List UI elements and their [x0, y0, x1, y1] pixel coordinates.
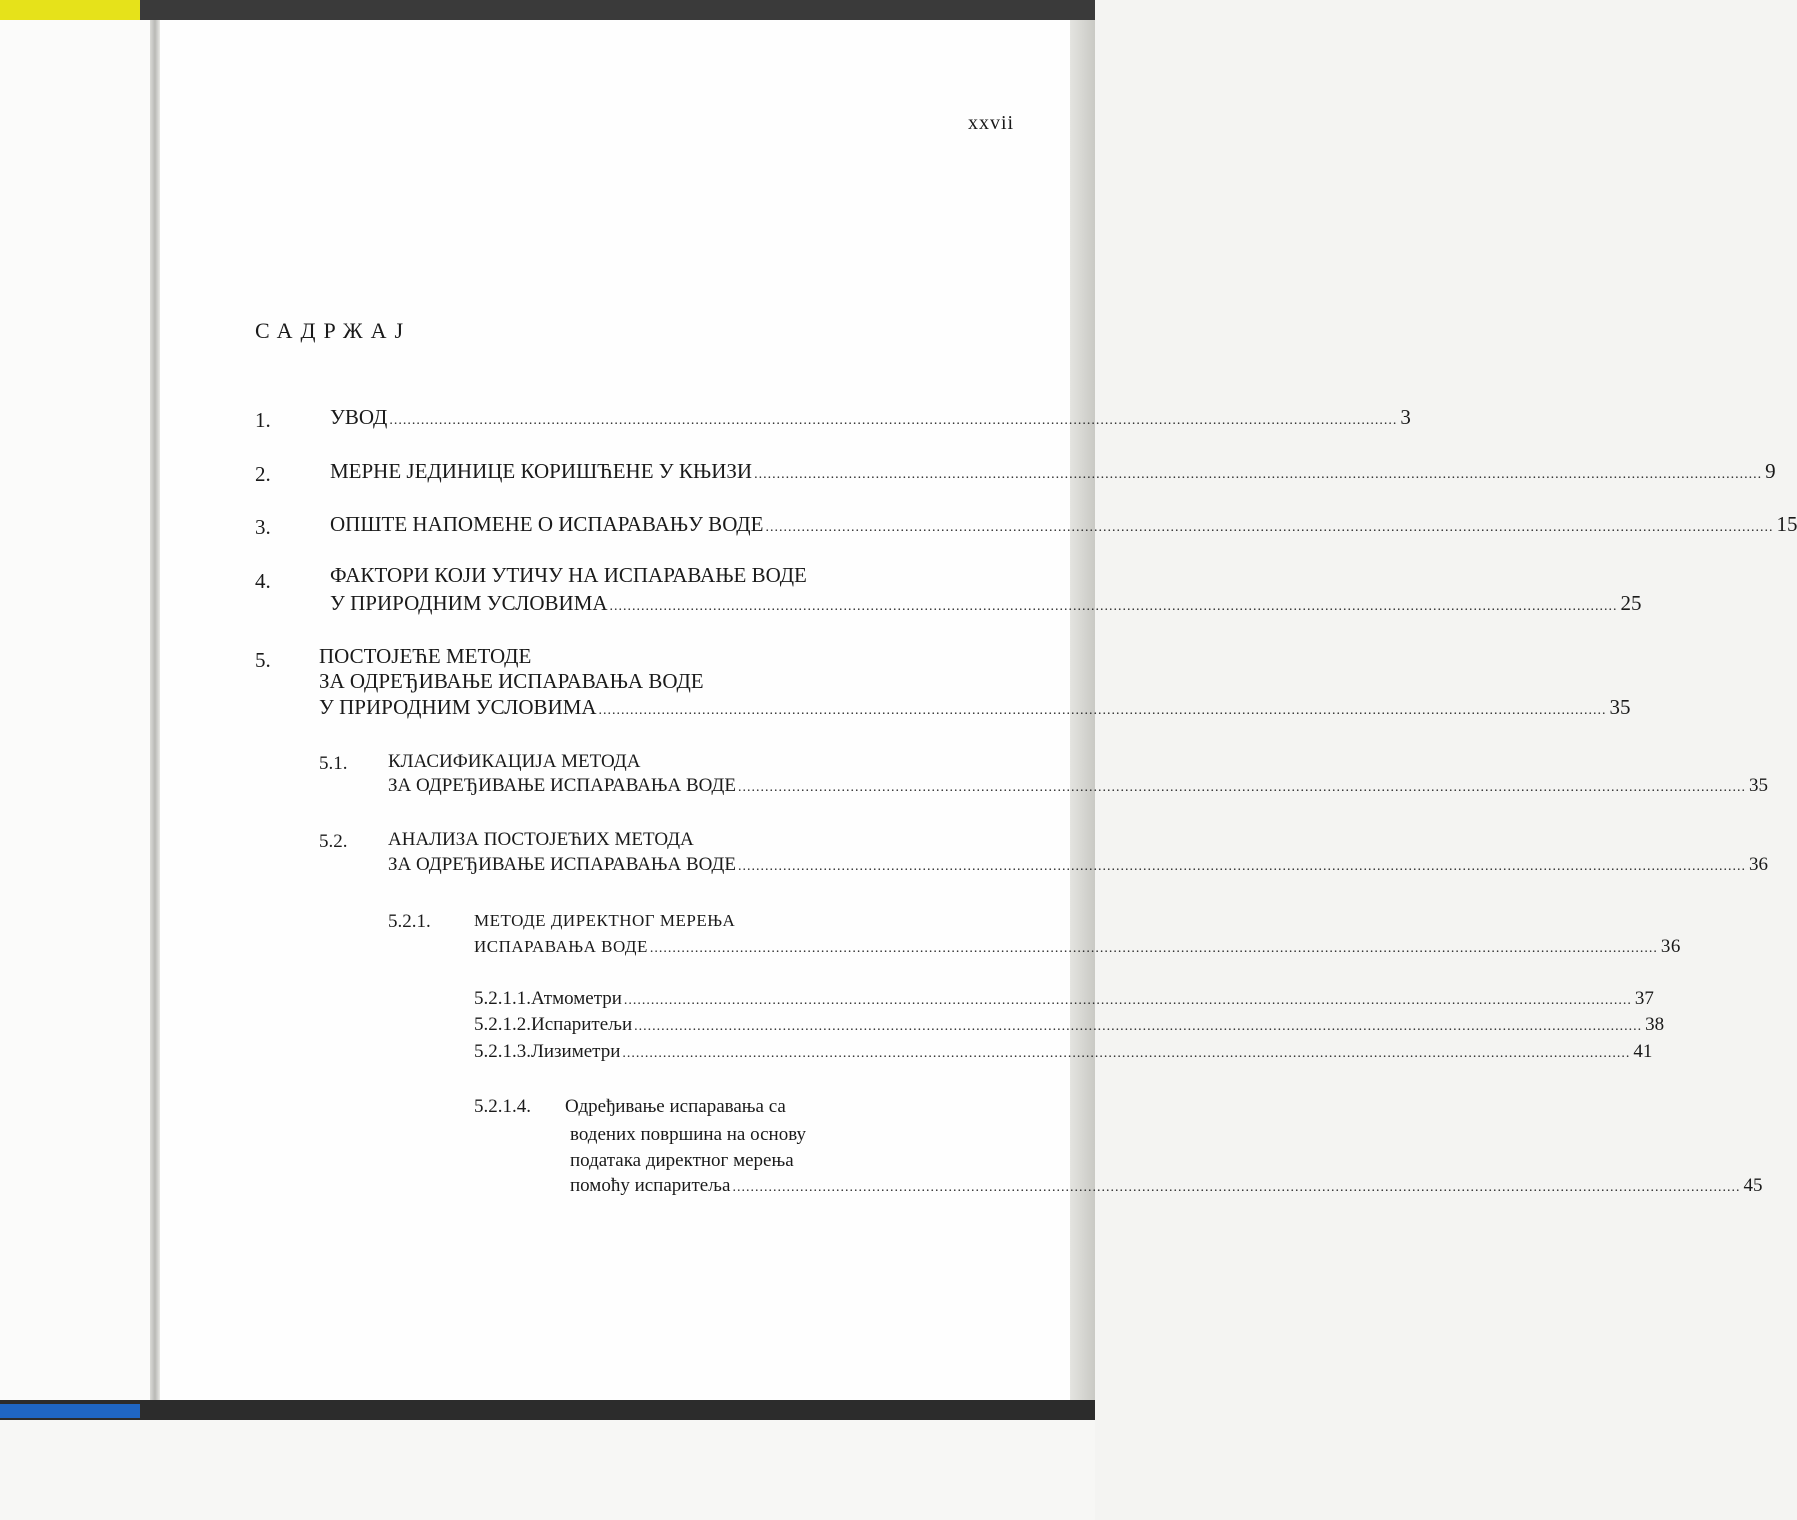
toc-page: 35: [1609, 695, 1631, 719]
toc-entry: [330, 511, 1797, 541]
toc-entry: [474, 1039, 1653, 1067]
toc-title: Одређивање испаравања са: [565, 1096, 786, 1117]
toc-number: 4.: [255, 569, 271, 593]
toc-page: 15: [1776, 512, 1797, 536]
page-title: САДРЖАЈ: [255, 318, 412, 343]
toc-page: 35: [1748, 775, 1768, 796]
toc-number: 5.2.: [319, 831, 348, 852]
toc-number: 3.: [255, 515, 271, 539]
toc-page: 36: [1660, 936, 1681, 957]
scan-bottom-border: [0, 1400, 1095, 1420]
toc-page: 37: [1634, 988, 1654, 1009]
page-number: xxvii: [968, 112, 1015, 134]
toc-leader: ................................................................................................................................................................................................................................: [765, 520, 1774, 535]
toc-number: 5.2.1.4.: [474, 1096, 531, 1117]
toc-number: 1.: [255, 408, 271, 432]
toc-leader: ................................................................................................................................................................................................................................: [732, 1180, 1741, 1195]
toc-entry: [388, 852, 1768, 880]
toc-number: 5.2.1.2.: [474, 1014, 531, 1035]
scan-top-border: [0, 0, 1095, 20]
toc-leader: ................................................................................................................................................................................................................................: [737, 859, 1746, 874]
toc-entry: [474, 986, 1654, 1014]
toc-title: података директног мерења: [570, 1150, 794, 1171]
toc-leader: ................................................................................................................................................................................................................................: [649, 941, 1658, 956]
toc-title: МЕРНЕ ЈЕДИНИЦЕ КОРИШЋЕНЕ У КЊИЗИ: [330, 459, 753, 483]
toc-entry: [474, 934, 1681, 962]
toc-title: УВОД: [330, 405, 388, 429]
toc-entry: [319, 694, 1631, 724]
toc-leader: ................................................................................................................................................................................................................................: [598, 703, 1607, 718]
toc-title: водених површина на основу: [570, 1124, 807, 1145]
toc-title: Атмометри: [531, 988, 622, 1009]
toc-title: Лизиметри: [531, 1041, 621, 1062]
toc-leader: ................................................................................................................................................................................................................................: [623, 993, 1632, 1008]
toc-leader: ................................................................................................................................................................................................................................: [634, 1019, 1643, 1034]
book-cover-edge-top: [0, 0, 140, 20]
toc-title: У ПРИРОДНИМ УСЛОВИМА: [319, 695, 597, 719]
toc-leader: ................................................................................................................................................................................................................................: [737, 780, 1746, 795]
toc-entry: [330, 590, 1642, 620]
toc-page: 45: [1743, 1175, 1763, 1196]
toc-title: ЗА ОДРЕЂИВАЊЕ ИСПАРАВАЊА ВОДЕ: [388, 854, 736, 875]
toc-entry: [388, 773, 1768, 801]
toc-number: 5.: [255, 648, 271, 672]
toc-number: 5.1.: [319, 753, 348, 774]
toc-entry: [330, 458, 1776, 488]
toc-entry: [570, 1173, 1763, 1201]
toc-leader: ................................................................................................................................................................................................................................: [622, 1046, 1631, 1061]
toc-number: 5.2.1.: [388, 911, 431, 932]
toc-leader: ................................................................................................................................................................................................................................: [389, 413, 1398, 428]
toc-title: КЛАСИФИКАЦИЈА МЕТОДА: [388, 751, 641, 772]
toc-number: 5.2.1.1.: [474, 988, 531, 1009]
toc-title: помоћу испаритеља: [570, 1175, 731, 1196]
book-cover-edge-bottom: [0, 1404, 140, 1418]
toc-page: 38: [1645, 1014, 1665, 1035]
toc-entry: [330, 404, 1411, 434]
toc-page: 25: [1620, 591, 1642, 615]
scan-background: [0, 1420, 1095, 1520]
toc-title: МЕТОДЕ ДИРЕКТНОГ МЕРЕЊА: [474, 911, 736, 930]
toc-page: 3: [1400, 405, 1411, 429]
toc-title: ЗА ОДРЕЂИВАЊЕ ИСПАРАВАЊА ВОДЕ: [319, 669, 704, 693]
toc-leader: ................................................................................................................................................................................................................................: [754, 467, 1763, 482]
toc-title: ИСПАРАВАЊА ВОДЕ: [474, 937, 648, 956]
toc-page: 36: [1748, 854, 1768, 875]
toc-number: 2.: [255, 462, 271, 486]
toc-number: 5.2.1.3.: [474, 1041, 531, 1062]
toc-entry: [474, 1012, 1665, 1040]
toc-page: 9: [1765, 459, 1776, 483]
toc-leader: ................................................................................................................................................................................................................................: [609, 599, 1618, 614]
toc-title: АНАЛИЗА ПОСТОЈЕЋИХ МЕТОДА: [388, 829, 694, 850]
toc-page: 41: [1633, 1041, 1653, 1062]
toc-title: Испаритељи: [531, 1014, 633, 1035]
toc-title: ОПШТЕ НАПОМЕНЕ О ИСПАРАВАЊУ ВОДЕ: [330, 512, 764, 536]
toc-title: ЗА ОДРЕЂИВАЊЕ ИСПАРАВАЊА ВОДЕ: [388, 775, 736, 796]
left-page: [0, 20, 150, 1400]
toc-title: ПОСТОЈЕЋЕ МЕТОДЕ: [319, 644, 532, 668]
toc-title: ФАКТОРИ КОЈИ УТИЧУ НА ИСПАРАВАЊЕ ВОДЕ: [330, 563, 807, 587]
toc-title: У ПРИРОДНИМ УСЛОВИМА: [330, 591, 608, 615]
book-gutter: [150, 20, 160, 1400]
